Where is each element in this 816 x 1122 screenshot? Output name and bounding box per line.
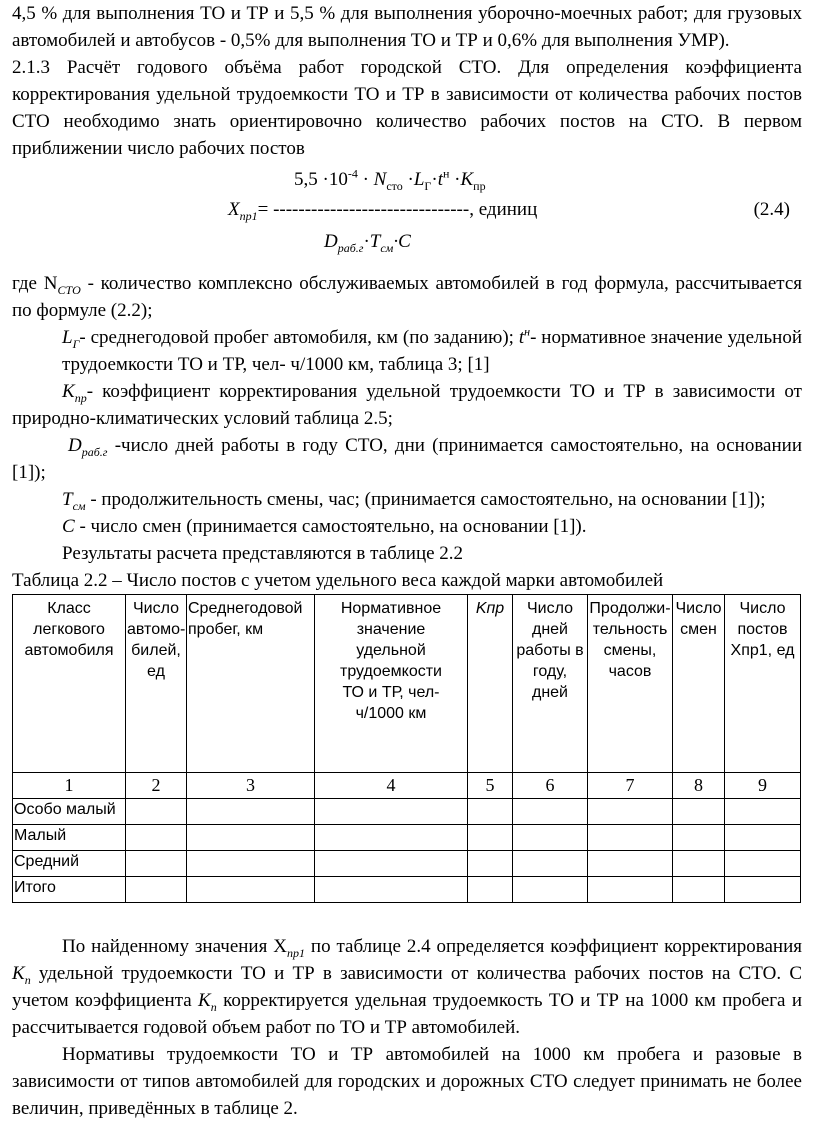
table-row [13,877,801,903]
col-number: 8 [673,773,725,799]
formula-denominator: $D_{раб.г}\cdot T_{см}\cdot C$ [324,231,411,255]
col-number: 3 [187,773,315,799]
where-t: $T_{см}$ - продолжительность смены, час; (принимается самостоятельно, на основании [1]); [62,489,766,513]
col-header-count: Число автомо-билей, ед [126,595,187,773]
where-lg: $L_Г-$ среднегодовой пробег автомобиля, км (по заданию); $t^н-$ нормативное значение удельной трудоемкости ТО и ТР, чел- ч/1000 км, таблица 3; [1] [62,324,802,375]
results-note: Результаты расчета представляются в таблице 2.2 [62,543,464,564]
formula-number: (2.4) [753,199,790,220]
formula-main-line: $X_{пр1}=$ -------------------------------, единиц [228,199,538,223]
row-label: Средний [13,851,126,877]
where-n-sto: где $N_{СТО}$ - количество комплексно обслуживаемых автомобилей в год формула, рассчитывается по формуле (2.2); [12,273,803,321]
col-header-shifts: Число смен [673,595,725,773]
table-number-row [13,773,801,799]
row-label: Итого [13,877,126,903]
section-2-1-3: 2.1.3 Расчёт годового объёма работ городской СТО. Для определения коэффициента корректирования удельной трудоемкости ТО и ТР в зависимости от количества рабочих постов СТО необходимо знать ориентировочно количество рабочих постов на СТО. В первом приближении число рабочих постов [12,57,802,159]
col-header-labor: Нормативное значение удельной трудоемкости ТО и ТР, чел-ч/1000 км [315,595,468,773]
paragraph-top: 4,5 % для выполнения ТО и ТР и 5,5 % для выполнения уборочно-моечных работ; для грузовых автомобилей и автобусов - 0,5% для выполнения ТО и ТР и 0,6% для выполнения УМР). [12,3,802,51]
col-header-mileage: Среднегодовой пробег, км [187,595,315,773]
table-row [13,825,801,851]
col-header-posts: Число постов Xпр1, ед [725,595,801,773]
table-header-row [13,595,801,773]
col-number: 5 [468,773,513,799]
paragraph-after-table-2: Нормативы трудоемкости ТО и ТР автомобилей на 1000 км пробега и разовые в зависимости от типов автомобилей для городских и дорожных СТО следует принимать не более величин, приведённых в таблице 2. [12,1044,802,1119]
col-number: 9 [725,773,801,799]
col-number: 4 [315,773,468,799]
formula-numerator: $5,5 \cdot 10^{-4} \cdot N_{сто} \cdot L_Г\cdot t^н \cdot K_{пр}$ [294,166,486,193]
row-label: Особо малый [13,799,126,825]
col-header-days: Число дней работы в году, дней [513,595,588,773]
col-number: 1 [13,773,126,799]
where-c: C - число смен (принимается самостоятельно, на основании [1]). [62,516,587,537]
col-number: 6 [513,773,588,799]
formula-2-4 [12,162,802,270]
where-d: $D_{раб.г}$ -число дней работы в году СТО, дни (принимается самостоятельно, на основании [1]); [12,435,802,483]
where-kpr: $K_{пр}-$ коэффициент корректирования удельной трудоемкости ТО и ТР в зависимости от природно-климатических условий таблица 2.5; [12,381,802,429]
posts-table [12,594,801,903]
table-row [13,799,801,825]
col-header-class: Класс легкового автомобиля [13,595,126,773]
paragraph-after-table-1: По найденному значения $X_{пр1}$ по таблице 2.4 определяется коэффициент корректирования $K_п$ удельной трудоемкости ТО и ТР в зависимости от количества рабочих постов на СТО. С учетом коэффициента $K_п$ корректируется удельная трудоемкость ТО и ТР на 1000 км пробега и рассчитывается годовой объем работ по ТО и ТР автомобилей. [12,936,802,1038]
col-header-shift-length: Продолжи-тельность смены, часов [588,595,673,773]
col-header-kpr: Kпр [468,595,513,773]
col-number: 2 [126,773,187,799]
table-caption: Таблица 2.2 – Число постов с учетом удельного веса каждой марки автомобилей [12,570,664,591]
table-row [13,851,801,877]
row-label: Малый [13,825,126,851]
col-number: 7 [588,773,673,799]
document-page [12,0,802,1122]
